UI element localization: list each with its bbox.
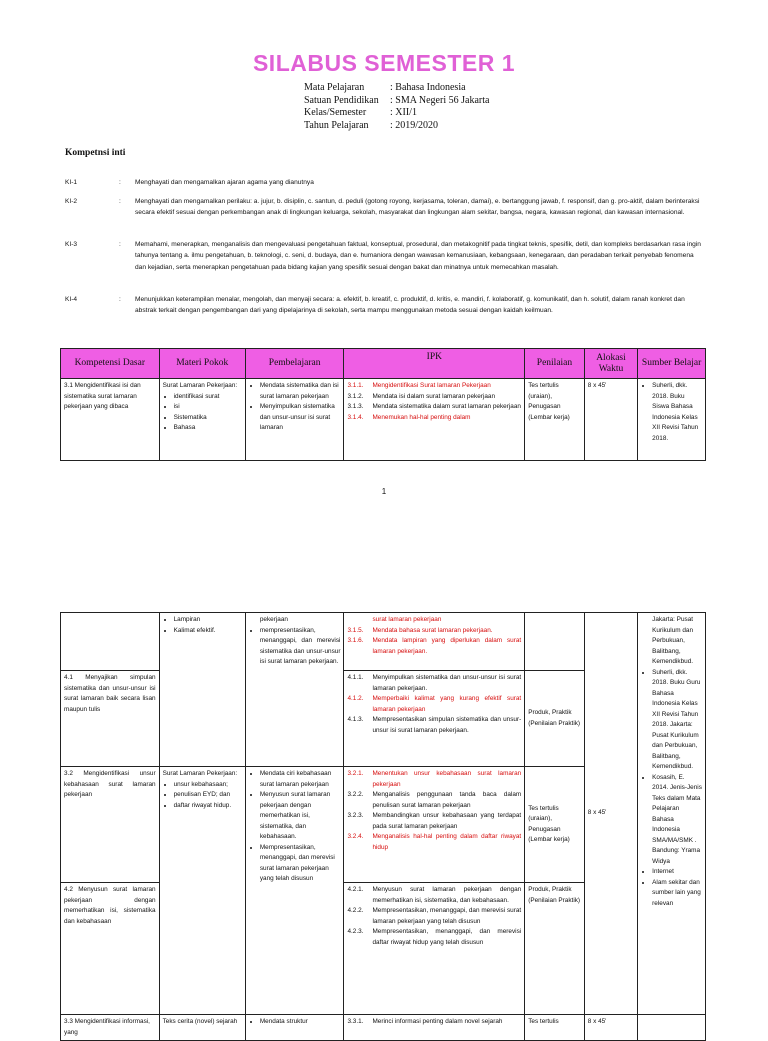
list-item: • Mempresentasikan, menanggapi, dan merevisi surat lamaran pekerjaan yang telah disusun [260,843,341,885]
list-item: • Alam sekitar dan sumber lain yang relevan [652,878,702,910]
header-penilaian: Penilaian [525,349,585,379]
ipk-item: 3.3.1. Merinci informasi penting dalam novel sejarah [347,1018,503,1025]
pembelajaran-cell [245,379,344,461]
pembelajaran-cell: pekerjaan • mempresentasikan, menanggapi, dan merevisi sistematika dan unsur-unsur isi surat lamaran pekerjaan. [245,613,344,767]
ipk-item: 4.1.2. Memperbaiki kalimat yang kurang efektif surat lamaran pekerjaan [347,695,522,713]
list-item: • Suherli, dkk. 2018. Buku Guru Bahasa Indonesia Kelas XII Revisi Tahun 2018. Jakarta: Pusat Kurikulum dan Perbukuan, Balitbang, Kemendikbud. [652,668,702,773]
ipk-item: 4.2.1. Menyusun surat lamaran pekerjaan dengan memerhatikan isi, sistematika, dan kebahasaan. [347,886,522,904]
list-item: • mempresentasikan, menanggapi, dan merevisi sistematika dan unsur-unsur isi surat lamaran pekerjaan. [260,626,341,668]
ki-row: KI-1 : Menghayati dan mengamalkan ajaran agama yang dianutnya [65,179,314,186]
penilaian-cell: Produk, Praktik (Penilaian Praktik) [525,883,585,1015]
sumber-cell: Jakarta: Pusat Kurikulum dan Perbukuan, Balitbang, Kemendikbud. • Suherli, dkk. 2018. Buku Guru Bahasa Indonesia Kelas XII Revisi Tahun 2018. Jakarta: Pusat Kurikulum dan Perbukuan, Balitbang, Kemendikbud. • Kosasih, E. 2014. Jenis-Jenis Teks dalam Mata Pelajaran Bahasa Indonesia SMA/MA/SMK . Bandung: Yrama Widya • Internet • Alam sekitar dan sumber lain yang relevan [638,613,706,1015]
ipk-item: 3.1.6. Mendata lampiran yang diperlukan dalam surat lamaran pekerjaan. [347,637,522,655]
list-item: • Sistematika [174,413,242,424]
section-heading: Kompetnsi inti [65,148,126,158]
materi-cell [159,613,245,767]
ipk-cell [344,613,525,671]
penilaian-cell: Tes tertulis (uraian), Penugasan (Lembar kerja) [525,379,585,461]
ipk-cell [344,1015,525,1041]
header-kompetensi-dasar: Kompetensi Dasar [61,349,160,379]
list-item: • Mendata sistematika dan isi surat lamaran pekerjaan [260,381,341,402]
ipk-item: 3.1.5. Mendata bahasa surat lamaran pekerjaan. [347,626,493,634]
pembelajaran-cell [245,1015,344,1041]
alokasi-cell: 8 x 45' [584,1015,637,1041]
list-item: • Lampiran [174,615,242,626]
kd-cell: 4.2 Menyusun surat lamaran pekerjaan dengan memerhatikan isi, sistematika dan kebahasaan [61,883,160,1015]
ipk-item: 3.2.3. Membandingkan unsur kebahasaan yang terdapat pada surat lamaran pekerjaan [347,812,522,830]
materi-cell: Surat Lamaran Pekerjaan: • unsur kebahasaan; • penulisan EYD; dan • daftar riwayat hidup. [159,767,245,1015]
syllabus-table-page1 [60,348,706,461]
ipk-item: 3.1.4. Menemukan hal-hal penting dalam [347,413,471,421]
list-item: • penulisan EYD; dan [174,790,242,801]
document-meta [304,82,489,132]
list-item: • Bahasa [174,423,242,434]
list-item: • Mendata ciri kebahasaan surat lamaran pekerjaan [260,769,341,790]
list-item: • Mendata struktur [260,1017,341,1028]
list-item: • identifikasi surat [174,392,242,403]
pembelajaran-cell [245,767,344,1015]
page-number: 1 [381,487,387,496]
ki-row: KI-3 : Memahami, menerapkan, menganalisis dan mengevaluasi pengetahuan faktual, konseptual, prosedural, dan metakognitif pada tingkat teknis, spesifik, detil, dan kompleks berdasarkan rasa ingin tahunya tentang a. ilmu pengetahuan, b. teknologi, c. seni, d. budaya, dan e. humaniora dengan wawasan kemanusiaan, kebangsaan, kenegaraan, dan peradaban terkait penyebab fenomena dan kejadian, serta menerapkan pengetahuan pada bidang kajian yang spesifik sesuai dengan bakat dan minatnya untuk memecahkan masalah. [65,241,701,271]
kd-cell: 3.2 Mengidentifikasi unsur kebahasaan surat lamaran pekerjaan [61,767,160,883]
syllabus-table-page2 [60,612,706,1041]
list-item: • Kalimat efektif. [174,626,242,637]
kd-cell: 4.1 Menyajikan simpulan sistematika dan unsur-unsur isi surat lamaran baik secara lisan maupun tulis [61,671,160,767]
ipk-item: 3.2.2. Menganalisis penggunaan tanda baca dalam penulisan surat lamaran pekerjaan [347,791,522,809]
list-item: • Suherli, dkk. 2018. Buku Siswa Bahasa Indonesia Kelas XII Revisi Tahun 2018. [652,381,702,444]
list-item: • unsur kebahasaan; [174,780,242,791]
penilaian-cell [525,613,585,671]
ipk-item: 3.2.1. Menentukan unsur kebahasaan surat lamaran pekerjaan [347,770,522,788]
list-item: • Menyusun surat lamaran pekerjaan dengan memerhatikan isi, sistematika, dan kebahasaan. [260,790,341,843]
ki-row: KI-4 : Menunjukkan keterampilan menalar, mengolah, dan menyaji secara: a. efektif, b. kreatif, c. produktif, d. kritis, e. mandiri, f. kolaboratif, g. komunikatif, dan h. solutif, dalam ranah konkret dan abstrak terkait dengan pengembangan dari yang dipelajarinya di sekolah, serta mampu menggunakan metoda sesuai dengan kaidah keilmuan. [65,296,685,315]
ki-row: KI-2 : Menghayati dan mengamalkan perilaku: a. jujur, b. disiplin, c. santun, d. peduli (gotong royong, kerjasama, toleran, damai), e. bertanggung jawab, f. responsif, dan g. pro-aktif, dalam berinteraksi secara efektif sesuai dengan perkembangan anak di lingkungan keluarga, sekolah, masyarakat dan lingkungan alam sekitar, bangsa, negara, kawasan regional, dan kawasan internasional. [65,198,700,217]
ipk-item: 3.1.3. Mendata sistematika dalam surat lamaran pekerjaan [347,403,521,410]
list-item: • Kosasih, E. 2014. Jenis-Jenis Teks dalam Mata Pelajaran Bahasa Indonesia SMA/MA/SMK . Bandung: Yrama Widya [652,773,702,868]
penilaian-cell: Produk, Praktik (Penilaian Praktik) [525,671,585,767]
page-title: SILABUS SEMESTER 1 [252,50,516,76]
header-sumber-belajar: Sumber Belajar [638,349,706,379]
meta-row: Tahun Pelajaran : 2019/2020 [304,119,439,131]
kd-cell: 3.1 Mengidentifikasi isi dan sistematika surat lamaran pekerjaan yang dibaca [61,379,160,461]
penilaian-cell: Tes tertulis (uraian), Penugasan (Lembar kerja) [525,767,585,883]
ipk-item: 4.1.1. Menyimpulkan sistematika dan unsur-unsur isi surat lamaran pekerjaan. [347,674,522,692]
sumber-cell [638,1015,706,1041]
materi-cell: Teks cerita (novel) sejarah [159,1015,245,1041]
header-alokasi-waktu: Alokasi Waktu [584,349,637,379]
alokasi-cell: 8 x 45' [584,613,637,1015]
list-item: • Menyimpulkan sistematika dan unsur-unsur isi surat lamaran [260,402,341,434]
ipk-item: 3.1.1. Mengidentifikasi Surat lamaran Pekerjaan [347,382,491,389]
list-item: • daftar riwayat hidup. [174,801,242,812]
kd-cell: 3.3 Mengidentifikasi informasi, yang [61,1015,160,1041]
ipk-cell [344,671,525,767]
materi-cell: Surat Lamaran Pekerjaan: • identifikasi surat • isi • Sistematika • Bahasa [159,379,245,461]
header-materi-pokok: Materi Pokok [159,349,245,379]
ipk-item: 4.1.3. Mempresentasikan simpulan sistematika dan unsur-unsur isi surat lamaran pekerjaan. [347,716,522,734]
ipk-item: 4.2.2. Mempresentasikan, menanggapi, dan merevisi surat lamaran pekerjaan yang telah disusun [347,907,522,925]
ipk-cell [344,883,525,1015]
kd-cell [61,613,160,671]
ipk-cell [344,379,525,461]
meta-row: Satuan Pendidikan : SMA Negeri 56 Jakarta [304,94,490,106]
ipk-item: 4.2.3. Mempresentasikan, menanggapi, dan merevisi daftar riwayat hidup yang telah disusun [347,928,522,946]
header-ipk: IPK [344,349,525,379]
list-item: • Internet [652,867,702,878]
meta-row: Kelas/Semester : XII/1 [304,107,417,118]
list-item: • isi [174,402,242,413]
alokasi-cell: 8 x 45' [584,379,637,461]
ipk-item: surat lamaran pekerjaan [372,616,442,623]
penilaian-cell: Tes tertulis [525,1015,585,1041]
ipk-item: 3.2.4. Menganalisis hal-hal penting dalam daftar riwayat hidup [347,833,522,851]
ipk-cell [344,767,525,883]
ipk-item: 3.1.2. Mendata isi dalam surat lamaran pekerjaan [347,392,496,400]
header-pembelajaran: Pembelajaran [245,349,344,379]
sumber-cell [638,379,706,461]
meta-row: Mata Pelajaran : Bahasa Indonesia [304,82,466,93]
